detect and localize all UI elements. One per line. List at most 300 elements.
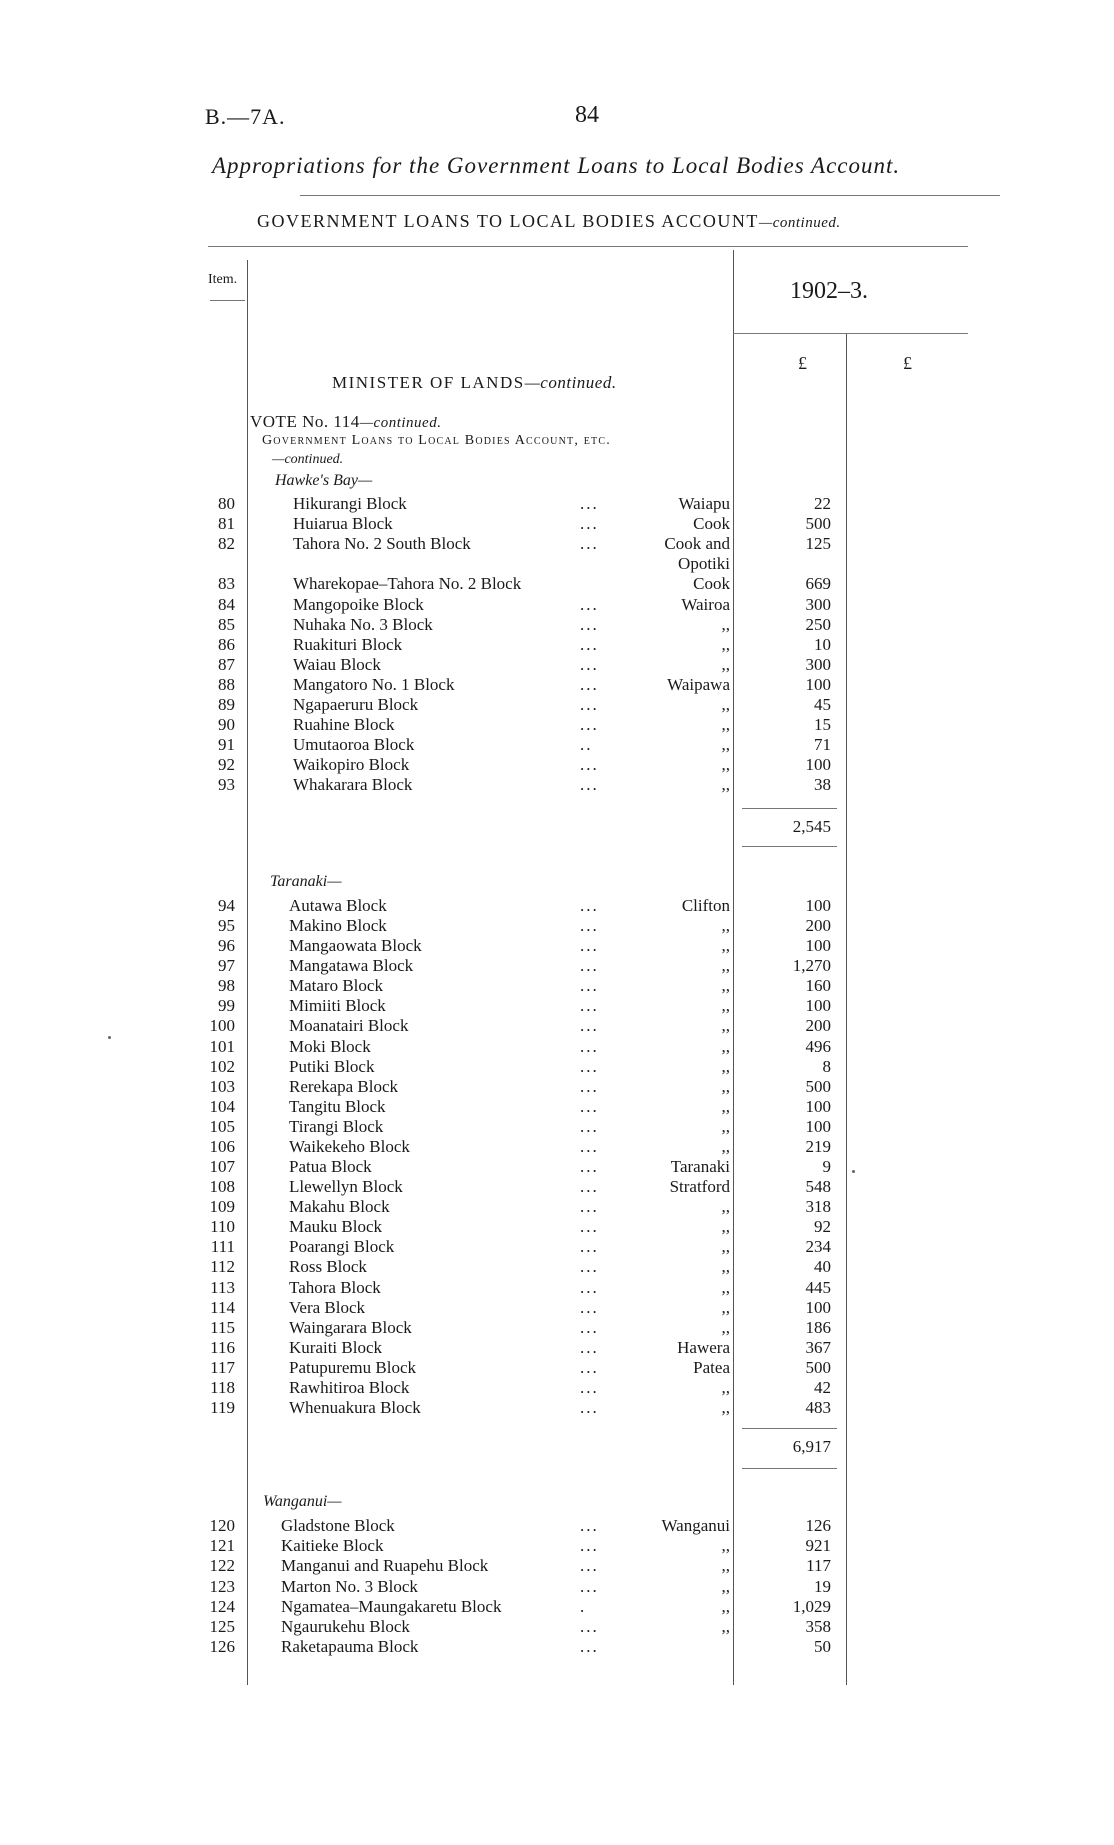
subtotal-rule bbox=[742, 808, 837, 809]
account-heading-cont: —continued. bbox=[272, 452, 344, 467]
account-subtitle bbox=[257, 211, 841, 232]
table-row bbox=[0, 595, 1114, 615]
table-top-rule bbox=[208, 246, 968, 247]
district-name: Opotiki bbox=[678, 554, 730, 573]
block-name: Waingarara Block bbox=[289, 1318, 412, 1337]
amount: 186 bbox=[805, 1318, 831, 1337]
account-subtitle-cont: —continued. bbox=[758, 215, 841, 231]
page-number: 84 bbox=[575, 102, 599, 128]
leader-dots: ... bbox=[580, 1358, 599, 1377]
amount: 45 bbox=[814, 695, 831, 714]
block-name: Mataro Block bbox=[289, 976, 383, 995]
block-name: Autawa Block bbox=[289, 896, 387, 915]
year-column-header: 1902–3. bbox=[790, 278, 868, 304]
amount: 300 bbox=[805, 655, 831, 674]
block-name: Mangatawa Block bbox=[289, 956, 414, 975]
district-name: ,, bbox=[721, 1318, 730, 1337]
item-number: 124 bbox=[209, 1597, 235, 1616]
table-row bbox=[0, 755, 1114, 775]
amount: 117 bbox=[806, 1556, 831, 1575]
leader-dots: ... bbox=[580, 1177, 599, 1196]
item-number: 95 bbox=[218, 916, 235, 935]
print-speck bbox=[108, 1036, 111, 1039]
district-name: ,, bbox=[721, 1097, 730, 1116]
table-row bbox=[0, 1358, 1114, 1378]
item-number: 80 bbox=[218, 494, 235, 513]
leader-dots: ... bbox=[580, 655, 599, 674]
leader-dots: ... bbox=[580, 1237, 599, 1256]
leader-dots: ... bbox=[580, 1556, 599, 1575]
item-number: 86 bbox=[218, 635, 235, 654]
district-name: ,, bbox=[721, 1536, 730, 1555]
district-name: ,, bbox=[721, 976, 730, 995]
block-name: Rerekapa Block bbox=[289, 1077, 399, 1096]
district-name: ,, bbox=[721, 615, 730, 634]
district-name: ,, bbox=[721, 1057, 730, 1076]
block-name: Mauku Block bbox=[289, 1217, 383, 1236]
item-number: 121 bbox=[209, 1536, 235, 1555]
amount: 100 bbox=[805, 675, 831, 694]
district-name: Clifton bbox=[681, 896, 730, 915]
leader-dots: ... bbox=[580, 896, 599, 915]
item-number: 91 bbox=[218, 735, 235, 754]
item-head-rule bbox=[210, 300, 245, 301]
leader-dots: ... bbox=[580, 1298, 599, 1317]
item-number: 111 bbox=[210, 1237, 235, 1256]
item-number: 82 bbox=[218, 534, 235, 553]
table-row bbox=[0, 1137, 1114, 1157]
district-name: ,, bbox=[721, 695, 730, 714]
amount: 125 bbox=[805, 534, 831, 553]
leader-dots: ... bbox=[580, 1536, 599, 1555]
table-row bbox=[0, 1237, 1114, 1257]
block-name: Manganui and Ruapehu Block bbox=[281, 1556, 489, 1575]
district-name: ,, bbox=[721, 1237, 730, 1256]
amount: 1,270 bbox=[792, 956, 831, 975]
block-name: Patupuremu Block bbox=[289, 1358, 417, 1377]
district-name: Patea bbox=[693, 1358, 730, 1377]
amount: 42 bbox=[814, 1378, 831, 1397]
item-number: 97 bbox=[218, 956, 235, 975]
table-row bbox=[0, 1016, 1114, 1036]
district-name: ,, bbox=[721, 1257, 730, 1276]
block-name: Mangopoike Block bbox=[293, 595, 424, 614]
amount: 15 bbox=[814, 715, 831, 734]
table-row bbox=[0, 1257, 1114, 1277]
amount: 100 bbox=[805, 936, 831, 955]
block-name: Moki Block bbox=[289, 1037, 371, 1056]
subtotal-amount: 6,917 bbox=[792, 1437, 831, 1456]
item-number: 98 bbox=[218, 976, 235, 995]
block-name: Ruahine Block bbox=[293, 715, 395, 734]
subtotal-rule bbox=[742, 846, 837, 847]
district-name: ,, bbox=[721, 1378, 730, 1397]
item-number: 110 bbox=[210, 1217, 235, 1236]
table-row bbox=[0, 896, 1114, 916]
table-row bbox=[0, 1217, 1114, 1237]
amount: 367 bbox=[805, 1338, 831, 1357]
district-name: Waiapu bbox=[678, 494, 730, 513]
block-name: Huiarua Block bbox=[293, 514, 393, 533]
table-row bbox=[0, 1037, 1114, 1057]
table-row bbox=[0, 976, 1114, 996]
amount: 92 bbox=[814, 1217, 831, 1236]
district-name: ,, bbox=[721, 956, 730, 975]
leader-dots: ... bbox=[580, 936, 599, 955]
table-row bbox=[0, 715, 1114, 735]
district-name: ,, bbox=[721, 655, 730, 674]
district-name: Taranaki bbox=[670, 1157, 730, 1176]
leader-dots: ... bbox=[580, 755, 599, 774]
block-name: Tirangi Block bbox=[289, 1117, 384, 1136]
item-number: 106 bbox=[209, 1137, 235, 1156]
block-name: Marton No. 3 Block bbox=[281, 1577, 418, 1596]
block-name: Mangaowata Block bbox=[289, 936, 422, 955]
item-number: 96 bbox=[218, 936, 235, 955]
amount: 483 bbox=[805, 1398, 831, 1417]
leader-dots: ... bbox=[580, 1217, 599, 1236]
item-number: 93 bbox=[218, 775, 235, 794]
item-number: 90 bbox=[218, 715, 235, 734]
region-heading: Hawke's Bay— bbox=[275, 472, 373, 489]
item-number: 88 bbox=[218, 675, 235, 694]
title-rule bbox=[300, 195, 1000, 196]
district-name: ,, bbox=[721, 936, 730, 955]
district-name: ,, bbox=[721, 1197, 730, 1216]
amount: 22 bbox=[814, 494, 831, 513]
leader-dots: ... bbox=[580, 996, 599, 1015]
block-name: Gladstone Block bbox=[281, 1516, 395, 1535]
amount: 500 bbox=[805, 1358, 831, 1377]
district-name: Hawera bbox=[677, 1338, 730, 1357]
print-speck bbox=[852, 1170, 855, 1173]
district-name: ,, bbox=[721, 1217, 730, 1236]
account-heading: Government Loans to Local Bodies Account, etc. bbox=[262, 433, 611, 448]
block-name: Waiau Block bbox=[293, 655, 381, 674]
leader-dots: ... bbox=[580, 1097, 599, 1116]
block-name: Umutaoroa Block bbox=[293, 735, 415, 754]
table-row bbox=[0, 1117, 1114, 1137]
table-row bbox=[0, 695, 1114, 715]
block-name: Waikopiro Block bbox=[293, 755, 410, 774]
leader-dots: ... bbox=[580, 916, 599, 935]
block-name: Makino Block bbox=[289, 916, 387, 935]
amount: 50 bbox=[814, 1637, 831, 1656]
item-number: 120 bbox=[209, 1516, 235, 1535]
district-name: ,, bbox=[721, 1037, 730, 1056]
leader-dots: ... bbox=[580, 595, 599, 614]
item-number: 94 bbox=[218, 896, 235, 915]
item-number: 122 bbox=[209, 1556, 235, 1575]
leader-dots: ... bbox=[580, 494, 599, 513]
item-number: 92 bbox=[218, 755, 235, 774]
vote-heading bbox=[250, 412, 441, 432]
item-number: 107 bbox=[209, 1157, 235, 1176]
item-number: 118 bbox=[210, 1378, 235, 1397]
amount: 358 bbox=[805, 1617, 831, 1636]
table-row bbox=[0, 996, 1114, 1016]
district-name: ,, bbox=[721, 775, 730, 794]
district-name: ,, bbox=[721, 1077, 730, 1096]
year-rule bbox=[733, 333, 968, 334]
leader-dots: ... bbox=[580, 1318, 599, 1337]
page-title: Appropriations for the Government Loans to Local Bodies Account. bbox=[212, 153, 901, 178]
amount: 100 bbox=[805, 996, 831, 1015]
amount: 250 bbox=[805, 615, 831, 634]
block-name: Raketapauma Block bbox=[281, 1637, 419, 1656]
item-number: 126 bbox=[209, 1637, 235, 1656]
item-number: 81 bbox=[218, 514, 235, 533]
currency-symbol: £ bbox=[798, 353, 807, 373]
amount: 548 bbox=[805, 1177, 831, 1196]
amount: 8 bbox=[822, 1057, 831, 1076]
item-number: 116 bbox=[210, 1338, 235, 1357]
block-name: Ngapaeruru Block bbox=[293, 695, 419, 714]
table-row bbox=[0, 514, 1114, 534]
amount: 160 bbox=[805, 976, 831, 995]
leader-dots: ... bbox=[580, 1257, 599, 1276]
block-name: Tahora Block bbox=[289, 1278, 381, 1297]
table-row bbox=[0, 1378, 1114, 1398]
table-row bbox=[0, 1318, 1114, 1338]
item-number: 117 bbox=[210, 1358, 235, 1377]
block-name: Hikurangi Block bbox=[293, 494, 407, 513]
leader-dots: ... bbox=[580, 976, 599, 995]
item-number: 114 bbox=[210, 1298, 235, 1317]
item-number: 115 bbox=[210, 1318, 235, 1337]
leader-dots: ... bbox=[580, 635, 599, 654]
leader-dots: ... bbox=[580, 695, 599, 714]
amount: 100 bbox=[805, 1298, 831, 1317]
block-name: Ngamatea–Maungakaretu Block bbox=[281, 1597, 502, 1616]
district-name: ,, bbox=[721, 1016, 730, 1035]
amount: 100 bbox=[805, 896, 831, 915]
table-row bbox=[0, 735, 1114, 755]
table-row bbox=[0, 534, 1114, 554]
block-name: Kaitieke Block bbox=[281, 1536, 384, 1555]
table-row bbox=[0, 916, 1114, 936]
region-heading: Taranaki— bbox=[270, 873, 342, 890]
account-subtitle-main: GOVERNMENT LOANS TO LOCAL BODIES ACCOUNT bbox=[257, 211, 759, 231]
district-name: ,, bbox=[721, 635, 730, 654]
item-number: 83 bbox=[218, 574, 235, 593]
district-name: ,, bbox=[721, 755, 730, 774]
leader-dots: ... bbox=[580, 1037, 599, 1056]
leader-dots: ... bbox=[580, 1157, 599, 1176]
table-row bbox=[0, 615, 1114, 635]
leader-dots: ... bbox=[580, 1077, 599, 1096]
amount: 219 bbox=[805, 1137, 831, 1156]
item-number: 85 bbox=[218, 615, 235, 634]
district-name: ,, bbox=[721, 1597, 730, 1616]
amount: 100 bbox=[805, 1097, 831, 1116]
amount: 200 bbox=[805, 1016, 831, 1035]
district-name: ,, bbox=[721, 1577, 730, 1596]
district-name: ,, bbox=[721, 1556, 730, 1575]
amount: 1,029 bbox=[792, 1597, 831, 1616]
vote-heading-cont: —continued. bbox=[359, 415, 442, 431]
item-number: 113 bbox=[210, 1278, 235, 1297]
leader-dots: ... bbox=[580, 514, 599, 533]
district-name: Stratford bbox=[669, 1177, 730, 1196]
amount: 126 bbox=[805, 1516, 831, 1535]
item-number: 104 bbox=[209, 1097, 235, 1116]
table-row bbox=[0, 574, 1114, 594]
currency-symbol: £ bbox=[903, 353, 912, 373]
amount: 19 bbox=[814, 1577, 831, 1596]
region-heading: Wanganui— bbox=[263, 1493, 342, 1510]
amount: 100 bbox=[805, 1117, 831, 1136]
table-row bbox=[0, 635, 1114, 655]
leader-dots: ... bbox=[580, 1617, 599, 1636]
amount: 40 bbox=[814, 1257, 831, 1276]
amount: 300 bbox=[805, 595, 831, 614]
district-name: ,, bbox=[721, 1298, 730, 1317]
leader-dots: ... bbox=[580, 1117, 599, 1136]
item-number: 125 bbox=[209, 1617, 235, 1636]
block-name: Tangitu Block bbox=[289, 1097, 386, 1116]
leader-dots: ... bbox=[580, 1197, 599, 1216]
amount: 318 bbox=[805, 1197, 831, 1216]
item-number: 103 bbox=[209, 1077, 235, 1096]
block-name: Patua Block bbox=[289, 1157, 372, 1176]
district-name: ,, bbox=[721, 1398, 730, 1417]
minister-heading bbox=[332, 373, 617, 393]
item-number: 108 bbox=[209, 1177, 235, 1196]
district-name: Cook bbox=[693, 574, 730, 593]
minister-heading-main: MINISTER OF LANDS bbox=[332, 373, 525, 392]
leader-dots: ... bbox=[580, 1577, 599, 1596]
item-number: 123 bbox=[209, 1577, 235, 1596]
table-row bbox=[0, 1298, 1114, 1318]
district-name: Waipawa bbox=[667, 675, 730, 694]
district-name: ,, bbox=[721, 916, 730, 935]
table-row bbox=[0, 1157, 1114, 1177]
amount: 669 bbox=[805, 574, 831, 593]
district-name: Cook bbox=[693, 514, 730, 533]
block-name: Moanatairi Block bbox=[289, 1016, 409, 1035]
leader-dots: ... bbox=[580, 775, 599, 794]
leader-dots: . bbox=[580, 1597, 587, 1616]
item-number: 84 bbox=[218, 595, 235, 614]
amount: 234 bbox=[805, 1237, 831, 1256]
subtotal-amount: 2,545 bbox=[792, 817, 831, 836]
table-row bbox=[0, 1097, 1114, 1117]
block-name: Ngaurukehu Block bbox=[281, 1617, 410, 1636]
block-name: Rawhitiroa Block bbox=[289, 1378, 410, 1397]
amount: 71 bbox=[814, 735, 831, 754]
table-row bbox=[0, 1536, 1114, 1556]
table-row bbox=[0, 1637, 1114, 1657]
leader-dots: ... bbox=[580, 1637, 599, 1656]
table-row bbox=[0, 1057, 1114, 1077]
block-name: Kuraiti Block bbox=[289, 1338, 383, 1357]
amount: 500 bbox=[805, 514, 831, 533]
district-name: ,, bbox=[721, 996, 730, 1015]
item-number: 105 bbox=[209, 1117, 235, 1136]
block-name: Mangatoro No. 1 Block bbox=[293, 675, 455, 694]
block-name: Whakarara Block bbox=[293, 775, 413, 794]
leader-dots: ... bbox=[580, 615, 599, 634]
item-number: 87 bbox=[218, 655, 235, 674]
item-number: 100 bbox=[209, 1016, 235, 1035]
amount: 445 bbox=[805, 1278, 831, 1297]
leader-dots: ... bbox=[580, 1057, 599, 1076]
table-row bbox=[0, 936, 1114, 956]
block-name: Mimiiti Block bbox=[289, 996, 386, 1015]
leader-dots: ... bbox=[580, 675, 599, 694]
district-name: ,, bbox=[721, 1617, 730, 1636]
amount: 200 bbox=[805, 916, 831, 935]
district-name: ,, bbox=[721, 1137, 730, 1156]
block-name: Whenuakura Block bbox=[289, 1398, 421, 1417]
leader-dots: ... bbox=[580, 1137, 599, 1156]
district-name: ,, bbox=[721, 1278, 730, 1297]
leader-dots: .. bbox=[580, 735, 593, 754]
block-name: Vera Block bbox=[289, 1298, 366, 1317]
leader-dots: ... bbox=[580, 715, 599, 734]
item-number: 99 bbox=[218, 996, 235, 1015]
amount: 10 bbox=[814, 635, 831, 654]
item-number: 89 bbox=[218, 695, 235, 714]
table-row bbox=[0, 494, 1114, 514]
table-row bbox=[0, 1177, 1114, 1197]
table-row bbox=[0, 1338, 1114, 1358]
table-row bbox=[0, 1516, 1114, 1536]
block-name: Waikekeho Block bbox=[289, 1137, 410, 1156]
leader-dots: ... bbox=[580, 1278, 599, 1297]
table-row bbox=[0, 775, 1114, 795]
table-row bbox=[0, 1197, 1114, 1217]
district-name: Wanganui bbox=[661, 1516, 730, 1535]
amount: 500 bbox=[805, 1077, 831, 1096]
table-row bbox=[0, 655, 1114, 675]
table-row bbox=[0, 554, 1114, 574]
item-number: 109 bbox=[209, 1197, 235, 1216]
amount: 38 bbox=[814, 775, 831, 794]
district-name: Cook and bbox=[664, 534, 730, 553]
district-name: ,, bbox=[721, 715, 730, 734]
leader-dots: ... bbox=[580, 1398, 599, 1417]
table-row bbox=[0, 675, 1114, 695]
leader-dots: ... bbox=[580, 1016, 599, 1035]
leader-dots: ... bbox=[580, 956, 599, 975]
table-row bbox=[0, 1597, 1114, 1617]
minister-heading-cont: —continued. bbox=[524, 373, 617, 392]
leader-dots: ... bbox=[580, 534, 599, 553]
table-row bbox=[0, 1577, 1114, 1597]
block-name: Poarangi Block bbox=[289, 1237, 395, 1256]
table-row bbox=[0, 1556, 1114, 1576]
block-name: Llewellyn Block bbox=[289, 1177, 403, 1196]
amount: 100 bbox=[805, 755, 831, 774]
amount: 921 bbox=[805, 1536, 831, 1555]
item-column-header: Item. bbox=[208, 272, 238, 287]
block-name: Tahora No. 2 South Block bbox=[293, 534, 471, 553]
block-name: Putiki Block bbox=[289, 1057, 375, 1076]
district-name: ,, bbox=[721, 735, 730, 754]
document-code: B.—7A. bbox=[205, 104, 286, 129]
table-row bbox=[0, 1077, 1114, 1097]
block-name: Ross Block bbox=[289, 1257, 367, 1276]
subtotal-rule bbox=[742, 1428, 837, 1429]
block-name: Wharekopae–Tahora No. 2 Block bbox=[293, 574, 522, 593]
item-number: 112 bbox=[210, 1257, 235, 1276]
district-name: Wairoa bbox=[681, 595, 730, 614]
table-row bbox=[0, 1617, 1114, 1637]
table-row bbox=[0, 1278, 1114, 1298]
amount: 9 bbox=[822, 1157, 831, 1176]
